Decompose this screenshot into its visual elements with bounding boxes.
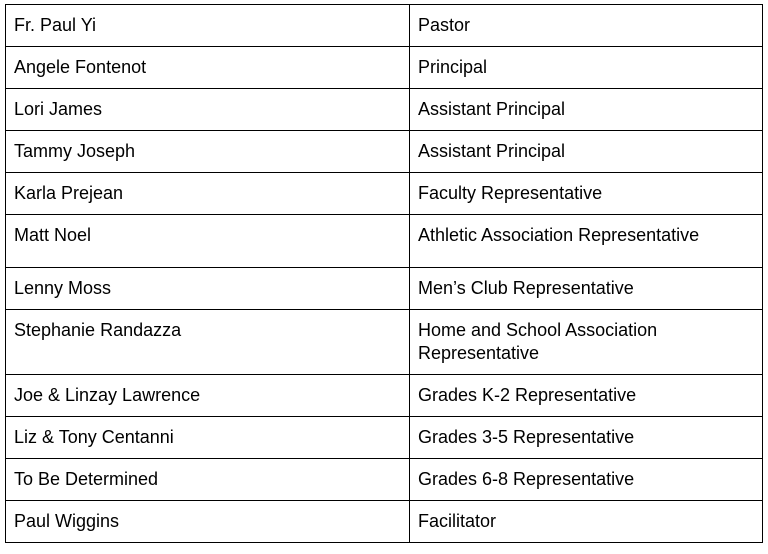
member-role: Grades K-2 Representative	[410, 375, 763, 417]
table-row	[6, 501, 763, 543]
member-name: Karla Prejean	[6, 173, 410, 215]
table-row	[6, 89, 763, 131]
table-row	[6, 459, 763, 501]
roster-table-container	[5, 4, 762, 543]
member-name: Liz & Tony Centanni	[6, 417, 410, 459]
member-role: Facilitator	[410, 501, 763, 543]
table-row	[6, 5, 763, 47]
member-role: Grades 6-8 Representative	[410, 459, 763, 501]
roster-table	[5, 4, 763, 543]
member-role: Assistant Principal	[410, 89, 763, 131]
member-role: Men’s Club Representative	[410, 268, 763, 310]
table-row	[6, 417, 763, 459]
table-row	[6, 173, 763, 215]
member-name: Joe & Linzay Lawrence	[6, 375, 410, 417]
member-name: Lenny Moss	[6, 268, 410, 310]
member-name: To Be Determined	[6, 459, 410, 501]
table-row	[6, 375, 763, 417]
member-name: Angele Fontenot	[6, 47, 410, 89]
table-row	[6, 47, 763, 89]
table-row	[6, 310, 763, 375]
member-name: Fr. Paul Yi	[6, 5, 410, 47]
table-row	[6, 268, 763, 310]
member-name: Matt Noel	[6, 215, 410, 268]
member-name: Paul Wiggins	[6, 501, 410, 543]
member-name: Lori James	[6, 89, 410, 131]
member-role: Athletic Association Representative	[410, 215, 763, 268]
member-role: Principal	[410, 47, 763, 89]
member-role: Faculty Representative	[410, 173, 763, 215]
member-name: Stephanie Randazza	[6, 310, 410, 375]
member-role: Home and School Association Representative	[410, 310, 763, 375]
member-role: Grades 3-5 Representative	[410, 417, 763, 459]
member-role: Assistant Principal	[410, 131, 763, 173]
table-row	[6, 131, 763, 173]
table-row	[6, 215, 763, 268]
member-name: Tammy Joseph	[6, 131, 410, 173]
member-role: Pastor	[410, 5, 763, 47]
